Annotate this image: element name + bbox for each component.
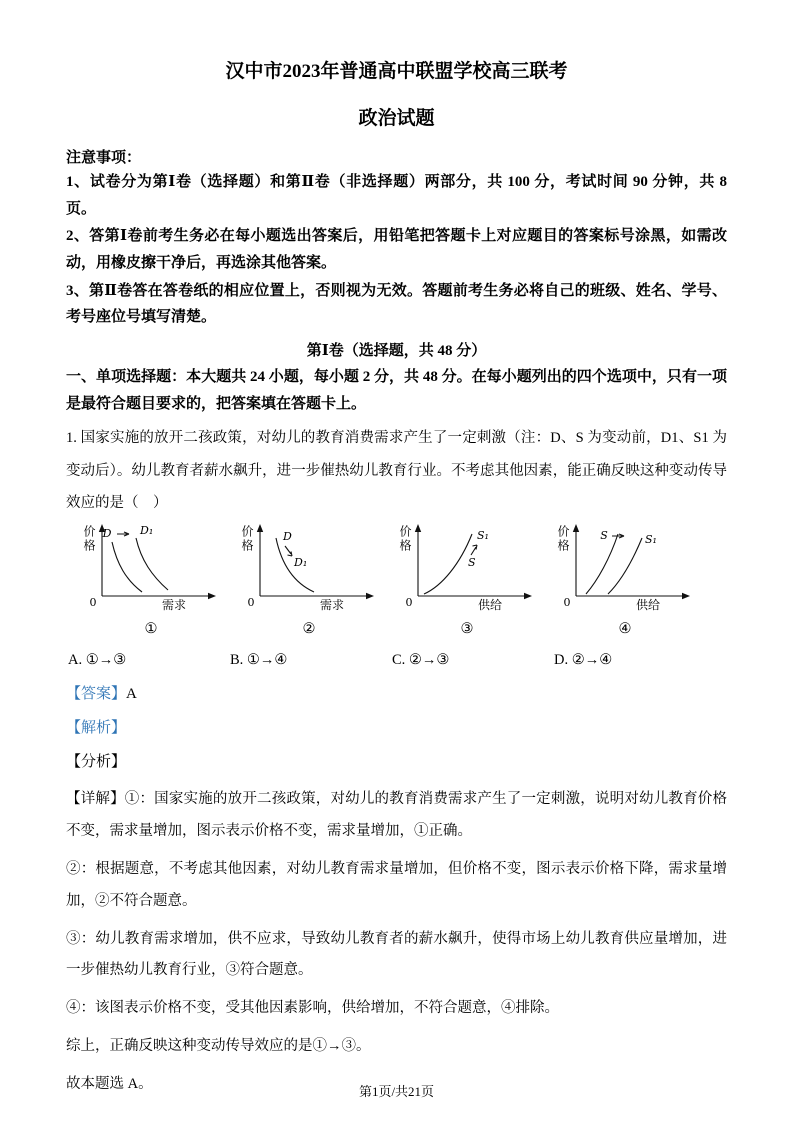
section-title: 第Ⅰ卷（选择题，共 48 分）	[306, 343, 487, 360]
x-axis-arrow-icon	[208, 593, 216, 599]
curve-label-s1: S₁	[645, 533, 657, 546]
movement-arrow-icon	[285, 546, 292, 556]
x-axis-label: 需求	[161, 598, 187, 612]
origin-label: 0	[563, 596, 571, 609]
page-footer: 第1页/共21页	[358, 1084, 435, 1099]
y-axis-arrow-icon	[257, 524, 263, 532]
detail-paragraph-1: 【详解】①：国家实施的放开二孩政策，对幼儿的教育消费需求产生了一定刺激，说明对幼儿教育价格不变，需求量增加，图示表示价格不变，需求量增加，①正确。	[66, 791, 727, 839]
x-axis-label: 供给	[635, 598, 661, 612]
curve-label-s: S	[600, 529, 608, 542]
x-axis-arrow-icon	[524, 593, 532, 599]
graph-1-demand-shift	[72, 522, 230, 638]
notice-heading: 注意事项：	[66, 150, 142, 166]
option-d: D. ②→④	[554, 652, 613, 668]
curve-label-s: S	[468, 556, 476, 569]
y-axis-arrow-icon	[573, 524, 579, 532]
section-intro: 一、单项选择题：本大题共 24 小题，每小题 2 分，共 48 分。在每小题列出的四个选项中，只有一项是最符合题目要求的，把答案填在答题卡上。	[66, 369, 727, 413]
curve-label-d1: D₁	[294, 556, 308, 569]
answer-line	[66, 682, 727, 703]
fenxi-label: 【分析】	[66, 754, 127, 770]
option-a: A. ①→③	[68, 652, 127, 668]
supply-curve	[424, 534, 472, 594]
graph-2-number: ②	[302, 621, 316, 637]
graph-3-y-axis-label: 价格	[398, 525, 412, 553]
curve-label-d1: D₁	[140, 524, 154, 537]
curve-label-s1: S₁	[477, 529, 489, 542]
doc-subtitle: 政治试题	[358, 108, 435, 129]
detail-paragraph-5: 综上，正确反映这种变动传导效应的是①→③。	[66, 1038, 371, 1055]
notice-item-3: 3、第Ⅱ卷答在答卷纸的相应位置上，否则视为无效。答题前考生务必将自己的班级、姓名、学号、考号座位号填写清楚。	[66, 282, 727, 326]
detail-paragraph-6: 故本题选 A。	[66, 1076, 153, 1093]
graph-4-y-axis-label: 价格	[556, 525, 570, 553]
detail-paragraph-4: ④：该图表示价格不变，受其他因素影响，供给增加，不符合题意，④排除。	[66, 1000, 559, 1017]
graph-3-number: ③	[460, 621, 474, 637]
question-1-text: 1. 国家实施的放开二孩政策，对幼儿的教育消费需求产生了一定刺激（注：D、S 为变动前，D1、S1 为变动后）。幼儿教育者薪水飙升，进一步催热幼儿教育行业。不考虑其他因素，能正确反映这种变动传导效应的是（ ）	[66, 430, 727, 512]
supply-curve-s	[586, 534, 618, 594]
detail-paragraph-3: ③：幼儿教育需求增加，供不应求，导致幼儿教育者的薪水飙升，使得市场上幼儿教育供应量增加，进一步催热幼儿教育行业，③符合题意。	[66, 930, 727, 979]
x-axis-arrow-icon	[682, 593, 690, 599]
notice-item-2: 2、答第Ⅰ卷前考生务必在每小题选出答案后，用铅笔把答题卡上对应题目的答案标号涂黑，如需改动，用橡皮擦干净后，再选涂其他答案。	[66, 228, 727, 272]
x-axis-label: 需求	[319, 598, 345, 612]
graph-4-number: ④	[618, 621, 632, 637]
graph-2-y-axis-label: 价格	[240, 525, 254, 553]
jiexi-label: 【解析】	[66, 720, 127, 736]
options-row	[68, 652, 727, 669]
curve-label-d: D	[102, 527, 112, 540]
graph-2-demand-movement	[230, 522, 388, 638]
option-c: C. ②→③	[392, 652, 450, 668]
doc-title: 汉中市2023年普通高中联盟学校高三联考	[225, 61, 568, 82]
graphs-row	[72, 522, 727, 638]
origin-label: 0	[89, 596, 97, 609]
option-b: B. ①→④	[230, 652, 288, 668]
demand-curve-d1	[136, 538, 168, 590]
shift-arrow-icon	[117, 532, 129, 536]
graph-1-y-axis-label: 价格	[82, 525, 96, 553]
x-axis-arrow-icon	[366, 593, 374, 599]
answer-label: 【答案】	[66, 686, 127, 702]
demand-curve-d	[112, 542, 142, 592]
origin-label: 0	[405, 596, 413, 609]
answer-value: A	[126, 686, 137, 702]
graph-4-supply-shift	[546, 522, 704, 638]
movement-arrow-icon	[471, 545, 477, 555]
origin-label: 0	[247, 596, 255, 609]
y-axis-arrow-icon	[415, 524, 421, 532]
x-axis-label: 供给	[477, 598, 503, 612]
graph-3-supply-movement	[388, 522, 546, 638]
notice-item-1: 1、试卷分为第Ⅰ卷（选择题）和第Ⅱ卷（非选择题）两部分，共 100 分，考试时间 90 分钟，共 8 页。	[66, 174, 727, 217]
detail-paragraph-2: ②：根据题意，不考虑其他因素，对幼儿教育需求量增加，但价格不变，图示表示价格下降，需求量增加，②不符合题意。	[66, 860, 727, 909]
curve-label-d: D	[283, 530, 292, 543]
graph-1-number: ①	[144, 621, 158, 637]
